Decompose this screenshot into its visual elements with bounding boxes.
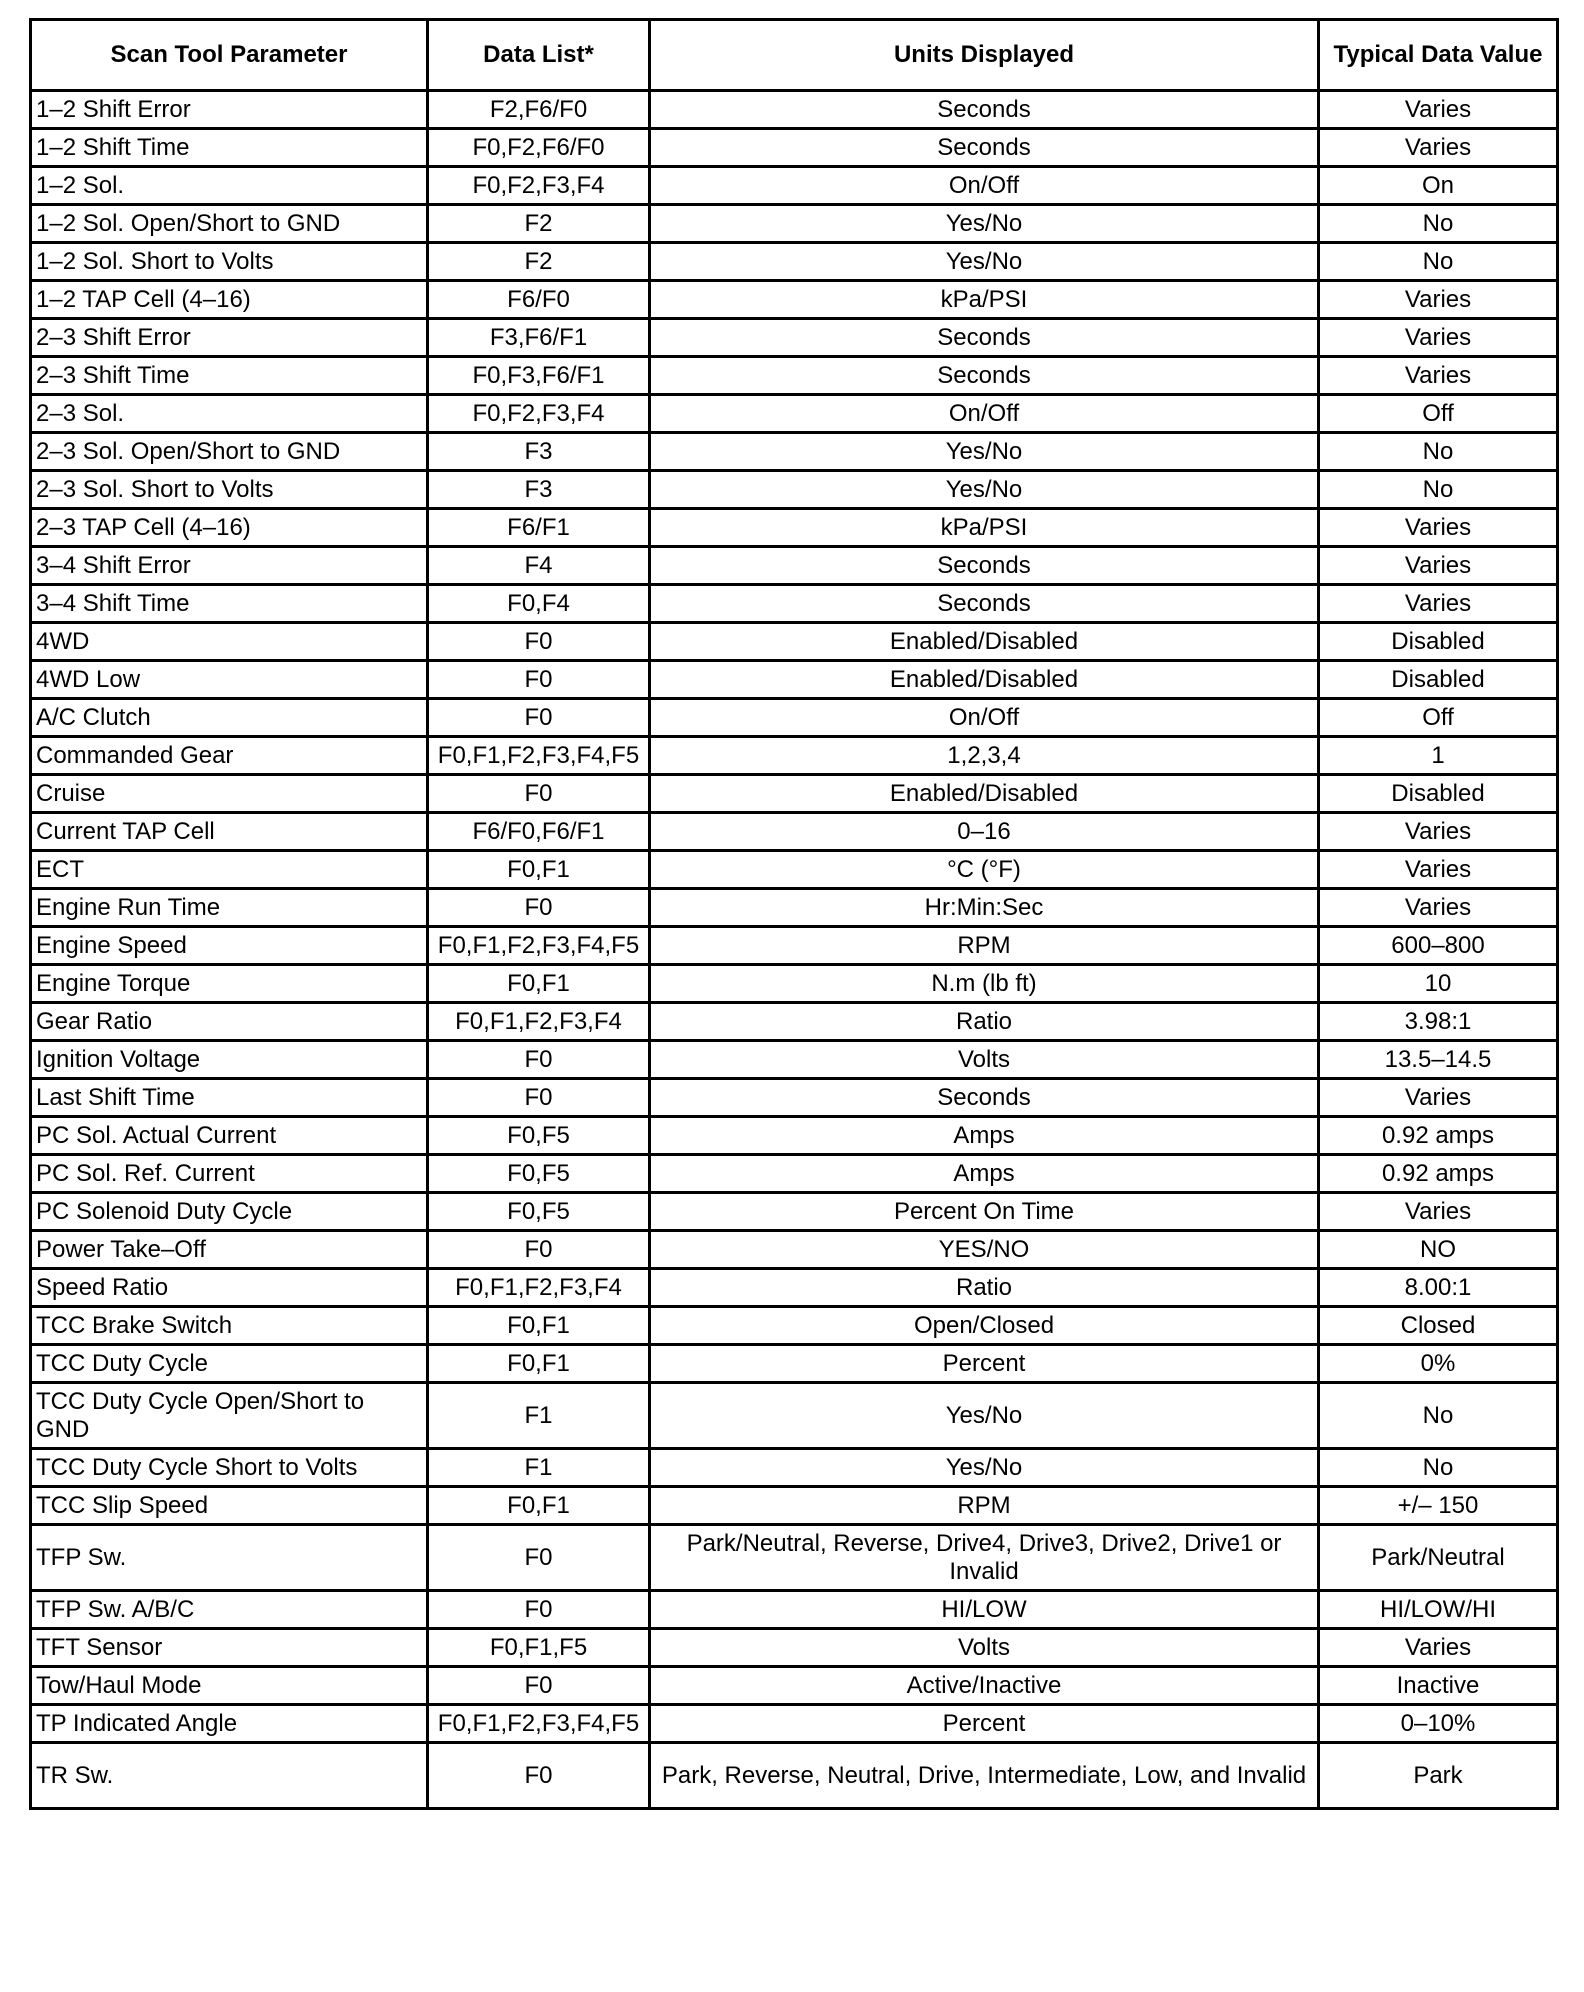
data-list-cell: F0,F1 — [428, 965, 650, 1003]
table-row — [31, 1591, 1558, 1629]
table-row — [31, 1117, 1558, 1155]
data-list-cell: F0,F1 — [428, 1487, 650, 1525]
units-cell: Park, Reverse, Neutral, Drive, Intermediate, Low, and Invalid — [650, 1743, 1319, 1809]
parameter-cell: TCC Duty Cycle — [31, 1345, 428, 1383]
typical-value-cell: Varies — [1319, 281, 1558, 319]
parameter-cell: TP Indicated Angle — [31, 1705, 428, 1743]
typical-value-cell: Varies — [1319, 91, 1558, 129]
data-list-cell: F0,F1 — [428, 1345, 650, 1383]
parameter-cell: PC Solenoid Duty Cycle — [31, 1193, 428, 1231]
table-row — [31, 585, 1558, 623]
data-list-cell: F0,F1,F2,F3,F4,F5 — [428, 737, 650, 775]
units-cell: Seconds — [650, 319, 1319, 357]
table-row — [31, 1307, 1558, 1345]
units-cell: Seconds — [650, 547, 1319, 585]
table-row — [31, 1487, 1558, 1525]
data-list-cell: F0 — [428, 623, 650, 661]
units-cell: Seconds — [650, 129, 1319, 167]
units-cell: Yes/No — [650, 1383, 1319, 1449]
data-list-cell: F0,F2,F6/F0 — [428, 129, 650, 167]
typical-value-cell: 3.98:1 — [1319, 1003, 1558, 1041]
data-list-cell: F0,F4 — [428, 585, 650, 623]
table-row — [31, 1743, 1558, 1809]
table-row — [31, 737, 1558, 775]
typical-value-cell: Varies — [1319, 1193, 1558, 1231]
parameter-cell: Current TAP Cell — [31, 813, 428, 851]
units-cell: Ratio — [650, 1269, 1319, 1307]
parameter-cell: A/C Clutch — [31, 699, 428, 737]
typical-value-cell: 8.00:1 — [1319, 1269, 1558, 1307]
units-cell: Yes/No — [650, 243, 1319, 281]
parameter-cell: 4WD Low — [31, 661, 428, 699]
units-cell: kPa/PSI — [650, 509, 1319, 547]
data-list-cell: F0,F5 — [428, 1117, 650, 1155]
header-units-displayed: Units Displayed — [650, 20, 1319, 91]
table-row — [31, 1705, 1558, 1743]
typical-value-cell: No — [1319, 433, 1558, 471]
table-row — [31, 965, 1558, 1003]
typical-value-cell: 0–10% — [1319, 1705, 1558, 1743]
data-list-cell: F6/F1 — [428, 509, 650, 547]
units-cell: YES/NO — [650, 1231, 1319, 1269]
units-cell: Park/Neutral, Reverse, Drive4, Drive3, Drive2, Drive1 or Invalid — [650, 1525, 1319, 1591]
parameter-cell: Tow/Haul Mode — [31, 1667, 428, 1705]
typical-value-cell: Varies — [1319, 357, 1558, 395]
parameter-cell: 2–3 TAP Cell (4–16) — [31, 509, 428, 547]
data-list-cell: F1 — [428, 1383, 650, 1449]
typical-value-cell: 600–800 — [1319, 927, 1558, 965]
parameter-cell: 2–3 Shift Time — [31, 357, 428, 395]
table-row — [31, 1155, 1558, 1193]
data-list-cell: F3,F6/F1 — [428, 319, 650, 357]
table-row — [31, 1525, 1558, 1591]
parameter-cell: 3–4 Shift Time — [31, 585, 428, 623]
typical-value-cell: Park — [1319, 1743, 1558, 1809]
units-cell: Amps — [650, 1155, 1319, 1193]
parameter-cell: Last Shift Time — [31, 1079, 428, 1117]
typical-value-cell: No — [1319, 205, 1558, 243]
table-row — [31, 1667, 1558, 1705]
table-row — [31, 357, 1558, 395]
units-cell: Seconds — [650, 585, 1319, 623]
table-row — [31, 851, 1558, 889]
parameter-cell: 2–3 Shift Error — [31, 319, 428, 357]
typical-value-cell: Varies — [1319, 851, 1558, 889]
table-row — [31, 167, 1558, 205]
data-list-cell: F0 — [428, 1079, 650, 1117]
data-list-cell: F0,F2,F3,F4 — [428, 167, 650, 205]
units-cell: Amps — [650, 1117, 1319, 1155]
table-row — [31, 1003, 1558, 1041]
units-cell: On/Off — [650, 167, 1319, 205]
typical-value-cell: Park/Neutral — [1319, 1525, 1558, 1591]
parameter-cell: PC Sol. Actual Current — [31, 1117, 428, 1155]
units-cell: Volts — [650, 1041, 1319, 1079]
data-list-cell: F2 — [428, 243, 650, 281]
typical-value-cell: Off — [1319, 699, 1558, 737]
parameter-cell: TFT Sensor — [31, 1629, 428, 1667]
units-cell: °C (°F) — [650, 851, 1319, 889]
typical-value-cell: No — [1319, 243, 1558, 281]
data-list-cell: F2,F6/F0 — [428, 91, 650, 129]
table-row — [31, 1629, 1558, 1667]
data-list-cell: F6/F0 — [428, 281, 650, 319]
typical-value-cell: No — [1319, 1449, 1558, 1487]
units-cell: Enabled/Disabled — [650, 623, 1319, 661]
table-row — [31, 927, 1558, 965]
data-list-cell: F0,F5 — [428, 1155, 650, 1193]
typical-value-cell: Varies — [1319, 319, 1558, 357]
table-row — [31, 1193, 1558, 1231]
units-cell: Seconds — [650, 357, 1319, 395]
table-row — [31, 509, 1558, 547]
typical-value-cell: Closed — [1319, 1307, 1558, 1345]
typical-value-cell: 0% — [1319, 1345, 1558, 1383]
parameter-cell: TCC Slip Speed — [31, 1487, 428, 1525]
typical-value-cell: Disabled — [1319, 623, 1558, 661]
data-list-cell: F0,F1,F2,F3,F4,F5 — [428, 1705, 650, 1743]
typical-value-cell: Varies — [1319, 813, 1558, 851]
parameter-cell: 1–2 TAP Cell (4–16) — [31, 281, 428, 319]
parameter-cell: Commanded Gear — [31, 737, 428, 775]
table-row — [31, 1269, 1558, 1307]
parameter-cell: Ignition Voltage — [31, 1041, 428, 1079]
table-row — [31, 1231, 1558, 1269]
scan-tool-parameter-table — [29, 18, 1559, 1810]
units-cell: Percent — [650, 1345, 1319, 1383]
table-row — [31, 1383, 1558, 1449]
typical-value-cell: No — [1319, 471, 1558, 509]
data-list-cell: F0 — [428, 1041, 650, 1079]
data-list-cell: F0,F1 — [428, 1307, 650, 1345]
table-row — [31, 1041, 1558, 1079]
parameter-cell: Engine Speed — [31, 927, 428, 965]
units-cell: On/Off — [650, 395, 1319, 433]
data-list-cell: F0 — [428, 1591, 650, 1629]
table-row — [31, 813, 1558, 851]
data-list-cell: F3 — [428, 471, 650, 509]
units-cell: Enabled/Disabled — [650, 661, 1319, 699]
header-typical-data-value: Typical Data Value — [1319, 20, 1558, 91]
table-row — [31, 395, 1558, 433]
data-list-cell: F0,F3,F6/F1 — [428, 357, 650, 395]
units-cell: Ratio — [650, 1003, 1319, 1041]
data-list-cell: F6/F0,F6/F1 — [428, 813, 650, 851]
table-row — [31, 889, 1558, 927]
parameter-cell: TFP Sw. — [31, 1525, 428, 1591]
parameter-cell: 1–2 Sol. Open/Short to GND — [31, 205, 428, 243]
units-cell: kPa/PSI — [650, 281, 1319, 319]
units-cell: Hr:Min:Sec — [650, 889, 1319, 927]
typical-value-cell: Off — [1319, 395, 1558, 433]
data-list-cell: F0,F5 — [428, 1193, 650, 1231]
typical-value-cell: No — [1319, 1383, 1558, 1449]
parameter-cell: ECT — [31, 851, 428, 889]
units-cell: On/Off — [650, 699, 1319, 737]
table-row — [31, 775, 1558, 813]
data-list-cell: F0,F1,F2,F3,F4 — [428, 1003, 650, 1041]
units-cell: HI/LOW — [650, 1591, 1319, 1629]
typical-value-cell: Varies — [1319, 509, 1558, 547]
typical-value-cell: Varies — [1319, 1629, 1558, 1667]
parameter-cell: Gear Ratio — [31, 1003, 428, 1041]
header-data-list: Data List* — [428, 20, 650, 91]
data-list-cell: F2 — [428, 205, 650, 243]
typical-value-cell: On — [1319, 167, 1558, 205]
units-cell: N.m (lb ft) — [650, 965, 1319, 1003]
parameter-cell: TCC Duty Cycle Open/Short to GND — [31, 1383, 428, 1449]
table-row — [31, 433, 1558, 471]
parameter-cell: Cruise — [31, 775, 428, 813]
units-cell: Active/Inactive — [650, 1667, 1319, 1705]
table-row — [31, 471, 1558, 509]
parameter-cell: 1–2 Shift Time — [31, 129, 428, 167]
data-list-cell: F0 — [428, 889, 650, 927]
units-cell: RPM — [650, 927, 1319, 965]
table-row — [31, 91, 1558, 129]
data-list-cell: F0,F1,F2,F3,F4,F5 — [428, 927, 650, 965]
parameter-cell: 2–3 Sol. Open/Short to GND — [31, 433, 428, 471]
typical-value-cell: Disabled — [1319, 661, 1558, 699]
data-list-cell: F4 — [428, 547, 650, 585]
parameter-cell: TR Sw. — [31, 1743, 428, 1809]
parameter-cell: TFP Sw. A/B/C — [31, 1591, 428, 1629]
header-row — [31, 20, 1558, 91]
parameter-cell: Engine Run Time — [31, 889, 428, 927]
parameter-cell: 1–2 Shift Error — [31, 91, 428, 129]
table-row — [31, 243, 1558, 281]
typical-value-cell: NO — [1319, 1231, 1558, 1269]
data-list-cell: F0 — [428, 1231, 650, 1269]
table-row — [31, 699, 1558, 737]
data-list-cell: F0,F1,F2,F3,F4 — [428, 1269, 650, 1307]
typical-value-cell: Disabled — [1319, 775, 1558, 813]
units-cell: Yes/No — [650, 471, 1319, 509]
table-row — [31, 205, 1558, 243]
parameter-cell: Engine Torque — [31, 965, 428, 1003]
units-cell: Seconds — [650, 1079, 1319, 1117]
parameter-cell: TCC Brake Switch — [31, 1307, 428, 1345]
units-cell: 1,2,3,4 — [650, 737, 1319, 775]
table-row — [31, 281, 1558, 319]
data-list-cell: F0,F2,F3,F4 — [428, 395, 650, 433]
parameter-cell: 3–4 Shift Error — [31, 547, 428, 585]
units-cell: Percent On Time — [650, 1193, 1319, 1231]
typical-value-cell: 0.92 amps — [1319, 1117, 1558, 1155]
parameter-cell: 4WD — [31, 623, 428, 661]
typical-value-cell: Inactive — [1319, 1667, 1558, 1705]
table-row — [31, 319, 1558, 357]
table-row — [31, 623, 1558, 661]
parameter-cell: 1–2 Sol. Short to Volts — [31, 243, 428, 281]
data-list-cell: F0 — [428, 1525, 650, 1591]
typical-value-cell: 1 — [1319, 737, 1558, 775]
typical-value-cell: Varies — [1319, 585, 1558, 623]
data-list-cell: F0 — [428, 775, 650, 813]
data-list-cell: F0 — [428, 699, 650, 737]
units-cell: Yes/No — [650, 433, 1319, 471]
data-list-cell: F1 — [428, 1449, 650, 1487]
table-row — [31, 129, 1558, 167]
parameter-cell: 2–3 Sol. — [31, 395, 428, 433]
units-cell: Seconds — [650, 91, 1319, 129]
data-list-cell: F0 — [428, 1743, 650, 1809]
typical-value-cell: HI/LOW/HI — [1319, 1591, 1558, 1629]
units-cell: Enabled/Disabled — [650, 775, 1319, 813]
data-list-cell: F0,F1 — [428, 851, 650, 889]
header-scan-tool-parameter: Scan Tool Parameter — [31, 20, 428, 91]
table-row — [31, 1345, 1558, 1383]
units-cell: 0–16 — [650, 813, 1319, 851]
typical-value-cell: Varies — [1319, 547, 1558, 585]
typical-value-cell: 10 — [1319, 965, 1558, 1003]
table-row — [31, 661, 1558, 699]
typical-value-cell: Varies — [1319, 129, 1558, 167]
data-list-cell: F3 — [428, 433, 650, 471]
data-list-cell: F0,F1,F5 — [428, 1629, 650, 1667]
parameter-cell: PC Sol. Ref. Current — [31, 1155, 428, 1193]
data-list-cell: F0 — [428, 1667, 650, 1705]
units-cell: Yes/No — [650, 205, 1319, 243]
units-cell: RPM — [650, 1487, 1319, 1525]
parameter-cell: Power Take–Off — [31, 1231, 428, 1269]
units-cell: Volts — [650, 1629, 1319, 1667]
units-cell: Open/Closed — [650, 1307, 1319, 1345]
parameter-cell: 1–2 Sol. — [31, 167, 428, 205]
parameter-cell: Speed Ratio — [31, 1269, 428, 1307]
units-cell: Yes/No — [650, 1449, 1319, 1487]
table-row — [31, 1079, 1558, 1117]
parameter-cell: 2–3 Sol. Short to Volts — [31, 471, 428, 509]
typical-value-cell: 13.5–14.5 — [1319, 1041, 1558, 1079]
parameter-cell: TCC Duty Cycle Short to Volts — [31, 1449, 428, 1487]
data-list-cell: F0 — [428, 661, 650, 699]
table-row — [31, 547, 1558, 585]
table-row — [31, 1449, 1558, 1487]
typical-value-cell: Varies — [1319, 1079, 1558, 1117]
typical-value-cell: 0.92 amps — [1319, 1155, 1558, 1193]
typical-value-cell: Varies — [1319, 889, 1558, 927]
units-cell: Percent — [650, 1705, 1319, 1743]
typical-value-cell: +/– 150 — [1319, 1487, 1558, 1525]
